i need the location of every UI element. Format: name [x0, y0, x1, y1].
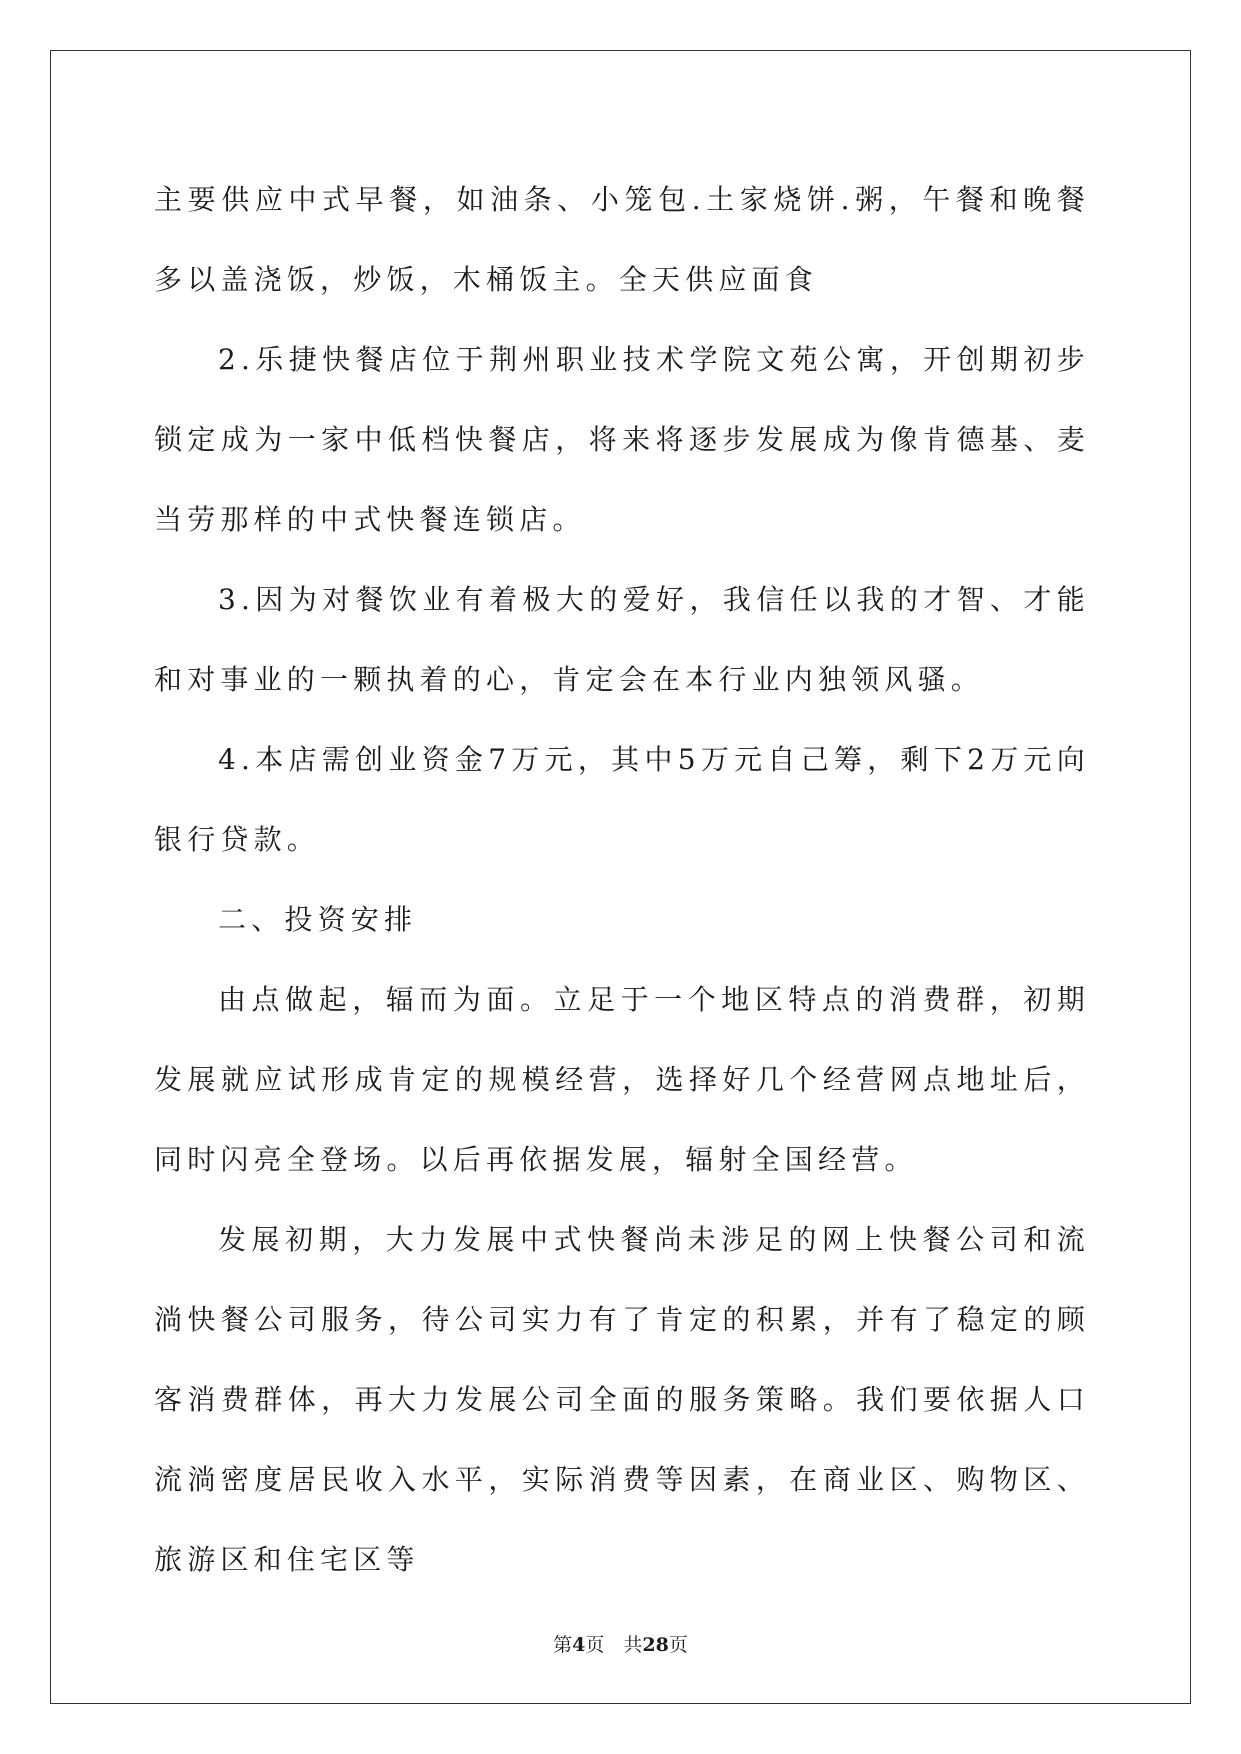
paragraph-location: 2.乐捷快餐店位于荆州职业技术学院文苑公寓，开创期初步锁定成为一家中低档快餐店，将来将逐步发展成为像肯德基、麦当劳那样的中式快餐连锁店。: [154, 343, 1090, 536]
paragraph-strategy: 由点做起，辐而为面。立足于一个地区特点的消费群，初期发展就应试形成肯定的规模经营，选择好几个经营网点地址后，同时闪亮全登场。以后再依据发展，辐射全国经营。: [154, 983, 1090, 1176]
page-suffix: 页: [585, 1634, 605, 1656]
section-heading-investment: 二、投资安排: [218, 903, 418, 936]
paragraph-funding: 4.本店需创业资金7万元，其中5万元自己筹，剩下2万元向银行贷款。: [154, 743, 1090, 856]
page-prefix: 第: [553, 1634, 573, 1656]
paragraph-menu: 主要供应中式早餐，如油条、小笼包.土家烧饼.粥，午餐和晚餐多以盖浇饭，炒饭，木桶饭主。全天供应面食: [154, 183, 1090, 296]
total-page-number: 28: [642, 1634, 669, 1656]
paragraph-early-development: 发展初期，大力发展中式快餐尚未涉足的网上快餐公司和流淌快餐公司服务，待公司实力有了肯定的积累，并有了稳定的顾客消费群体，再大力发展公司全面的服务策略。我们要依据人口流淌密度居民收入水平，实际消费等因素，在商业区、购物区、旅游区和住宅区等: [154, 1223, 1090, 1576]
total-suffix: 页: [668, 1634, 688, 1656]
paragraph-motivation: 3.因为对餐饮业有着极大的爱好，我信任以我的才智、才能和对事业的一颗执着的心，肯定会在本行业内独领风骚。: [154, 583, 1090, 696]
total-prefix: 共: [623, 1634, 643, 1656]
document-body: [154, 160, 1090, 1600]
current-page-number: 4: [572, 1634, 586, 1656]
page-number-footer: [0, 1630, 1241, 1657]
